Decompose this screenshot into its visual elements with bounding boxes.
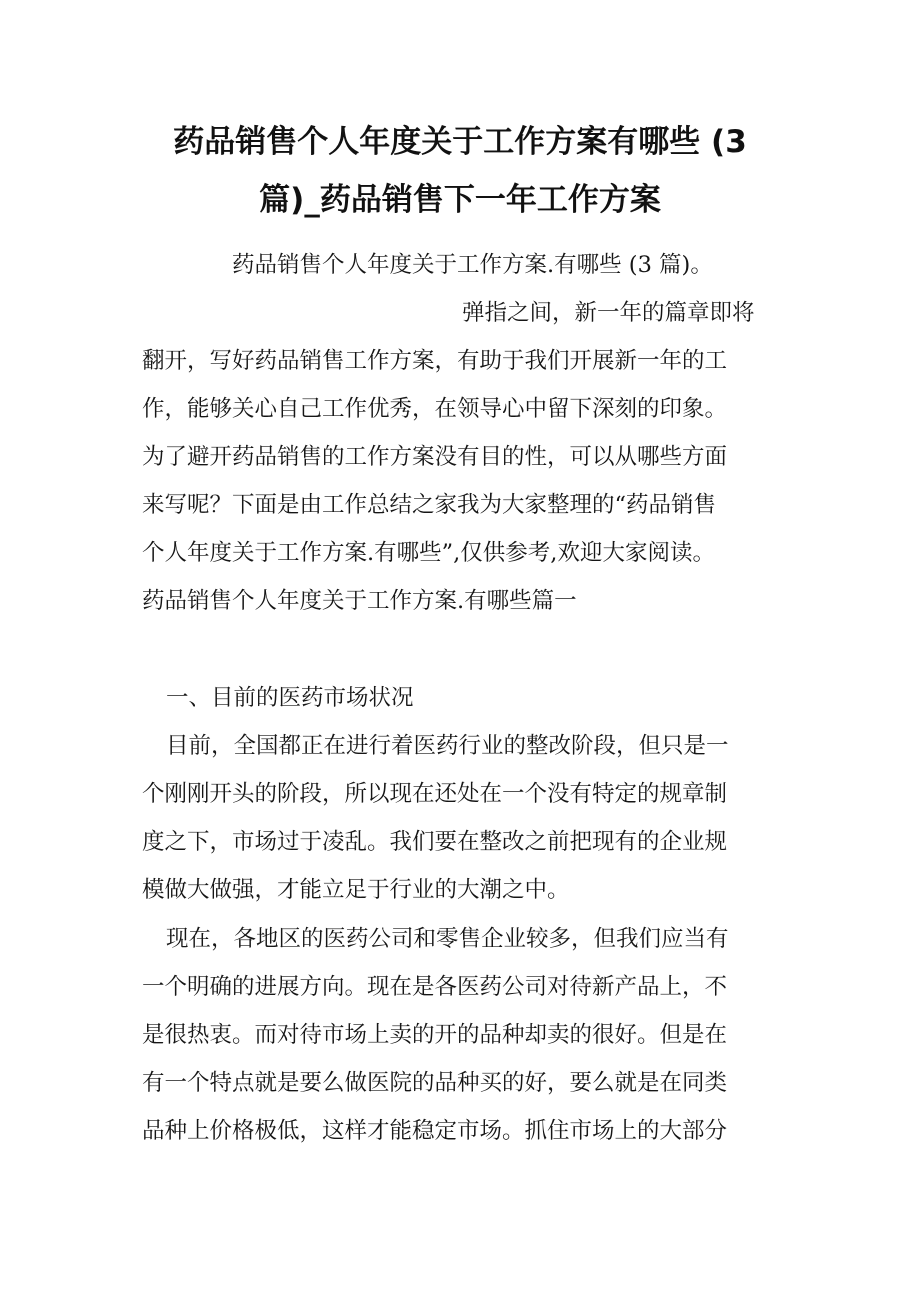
document-title-line-2: 篇)_药品销售下一年工作方案 bbox=[259, 182, 661, 218]
document-subtitle: 药品销售个人年度关于工作方案.有哪些 (3 篇)。 bbox=[232, 252, 713, 278]
paragraph-line: 是很热衷。而对待市场上卖的开的品种却卖的很好。但是在 bbox=[142, 1022, 728, 1048]
paragraph-line: 个刚刚开头的阶段，所以现在还处在一个没有特定的规章制 bbox=[142, 781, 728, 807]
section-heading: 一、目前的医药市场状况 bbox=[166, 685, 414, 711]
paragraph-line: 模做大做强，才能立足于行业的大潮之中。 bbox=[142, 877, 570, 903]
paragraph-line: 现在，各地区的医药公司和零售企业较多，但我们应当有 bbox=[166, 926, 729, 952]
paragraph-line: 有一个特点就是要么做医院的品种买的好，要么就是在同类 bbox=[142, 1070, 728, 1096]
paragraph-line: 品种上价格极低，这样才能稳定市场。抓住市场上的大部分 bbox=[142, 1118, 728, 1144]
intro-line: 作，能够关心自己工作优秀，在领导心中留下深刻的印象。 bbox=[142, 396, 728, 422]
paragraph-line: 目前，全国都正在进行着医药行业的整改阶段，但只是一 bbox=[166, 733, 729, 759]
intro-line: 来写呢？下面是由工作总结之家我为大家整理的“药品销售 bbox=[142, 492, 717, 518]
document-title-line-1: 药品销售个人年度关于工作方案有哪些 (3 bbox=[173, 124, 747, 160]
intro-line: 个人年度关于工作方案.有哪些”,仅供参考,欢迎大家阅读。 bbox=[142, 540, 715, 566]
paragraph-line: 度之下，市场过于凌乱。我们要在整改之前把现有的企业规 bbox=[142, 829, 728, 855]
paragraph-line: 一个明确的进展方向。现在是各医药公司对待新产品上，不 bbox=[142, 974, 728, 1000]
intro-line: 弹指之间，新一年的篇章即将 bbox=[462, 300, 755, 326]
section-title: 药品销售个人年度关于工作方案.有哪些篇一 bbox=[142, 588, 577, 614]
intro-line: 翻开，写好药品销售工作方案，有助于我们开展新一年的工 bbox=[142, 348, 728, 374]
intro-line: 为了避开药品销售的工作方案没有目的性，可以从哪些方面 bbox=[142, 444, 728, 470]
